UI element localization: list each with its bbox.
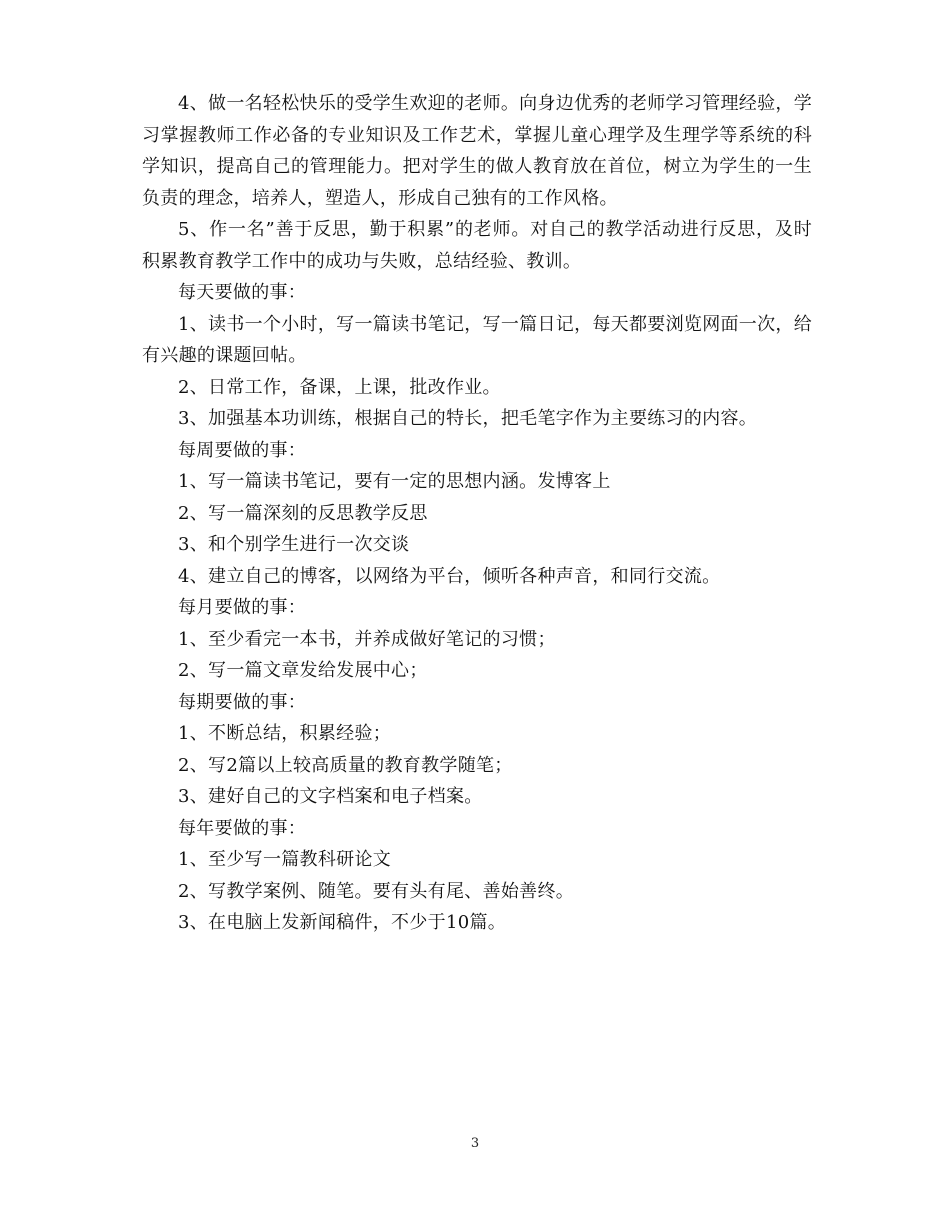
monthly-task-1: 1、至少看完一本书，并养成做好笔记的习惯； (178, 628, 556, 650)
term-task-1: 1、不断总结，积累经验； (178, 723, 392, 744)
heading-yearly-tasks: 每年要做的事： (178, 817, 307, 839)
weekly-task-3: 3、和个别学生进行一次交谈 (178, 534, 410, 555)
daily-task-1: 1、读书一个小时，写一篇读书笔记，写一篇日记，每天都要浏览网面一次，给有兴趣的课题回帖。 (142, 313, 812, 366)
heading-daily-tasks: 每天要做的事： (178, 282, 307, 303)
paragraph-teacher-goal-5: 5、作一名”善于反思，勤于积累”的老师。对自己的教学活动进行反思，及时积累教育教学工作中的成功与失败，总结经验、教训。 (142, 219, 812, 272)
daily-task-2: 2、日常工作，备课，上课，批改作业。 (178, 376, 501, 398)
term-task-3: 3、建好自己的文字档案和电子档案。 (178, 786, 483, 807)
term-task-2: 2、写2篇以上较高质量的教育教学随笔； (178, 754, 513, 776)
page-number: 3 (470, 1136, 480, 1151)
heading-monthly-tasks: 每月要做的事： (178, 597, 307, 618)
weekly-task-1: 1、写一篇读书笔记，要有一定的思想内涵。发博客上 (178, 471, 611, 492)
yearly-task-2: 2、写教学案例、随笔。要有头有尾、善始善终。 (178, 880, 575, 902)
monthly-task-2: 2、写一篇文章发给发展中心； (178, 660, 428, 681)
weekly-task-4: 4、建立自己的博客，以网络为平台，倾听各种声音，和同行交流。 (178, 565, 721, 587)
heading-term-tasks: 每期要做的事： (178, 691, 307, 713)
heading-weekly-tasks: 每周要做的事： (178, 439, 307, 461)
paragraph-teacher-goal-4: 4、做一名轻松快乐的受学生欢迎的老师。向身边优秀的老师学习管理经验，学习掌握教师工作必备的专业知识及工作艺术，掌握儿童心理学及生理学等系统的科学知识，提高自己的管理能力。把对学生的做人教育放在首位，树立为学生的一生负责的理念，培养人，塑造人，形成自己独有的工作风格。 (142, 93, 812, 209)
weekly-task-2: 2、写一篇深刻的反思教学反思 (178, 502, 428, 524)
yearly-task-3: 3、在电脑上发新闻稿件，不少于10篇。 (178, 912, 507, 933)
daily-task-3: 3、加强基本功训练，根据自己的特长，把毛笔字作为主要练习的内容。 (178, 408, 758, 429)
yearly-task-1: 1、至少写一篇教科研论文 (178, 849, 392, 870)
document-body (142, 88, 812, 939)
